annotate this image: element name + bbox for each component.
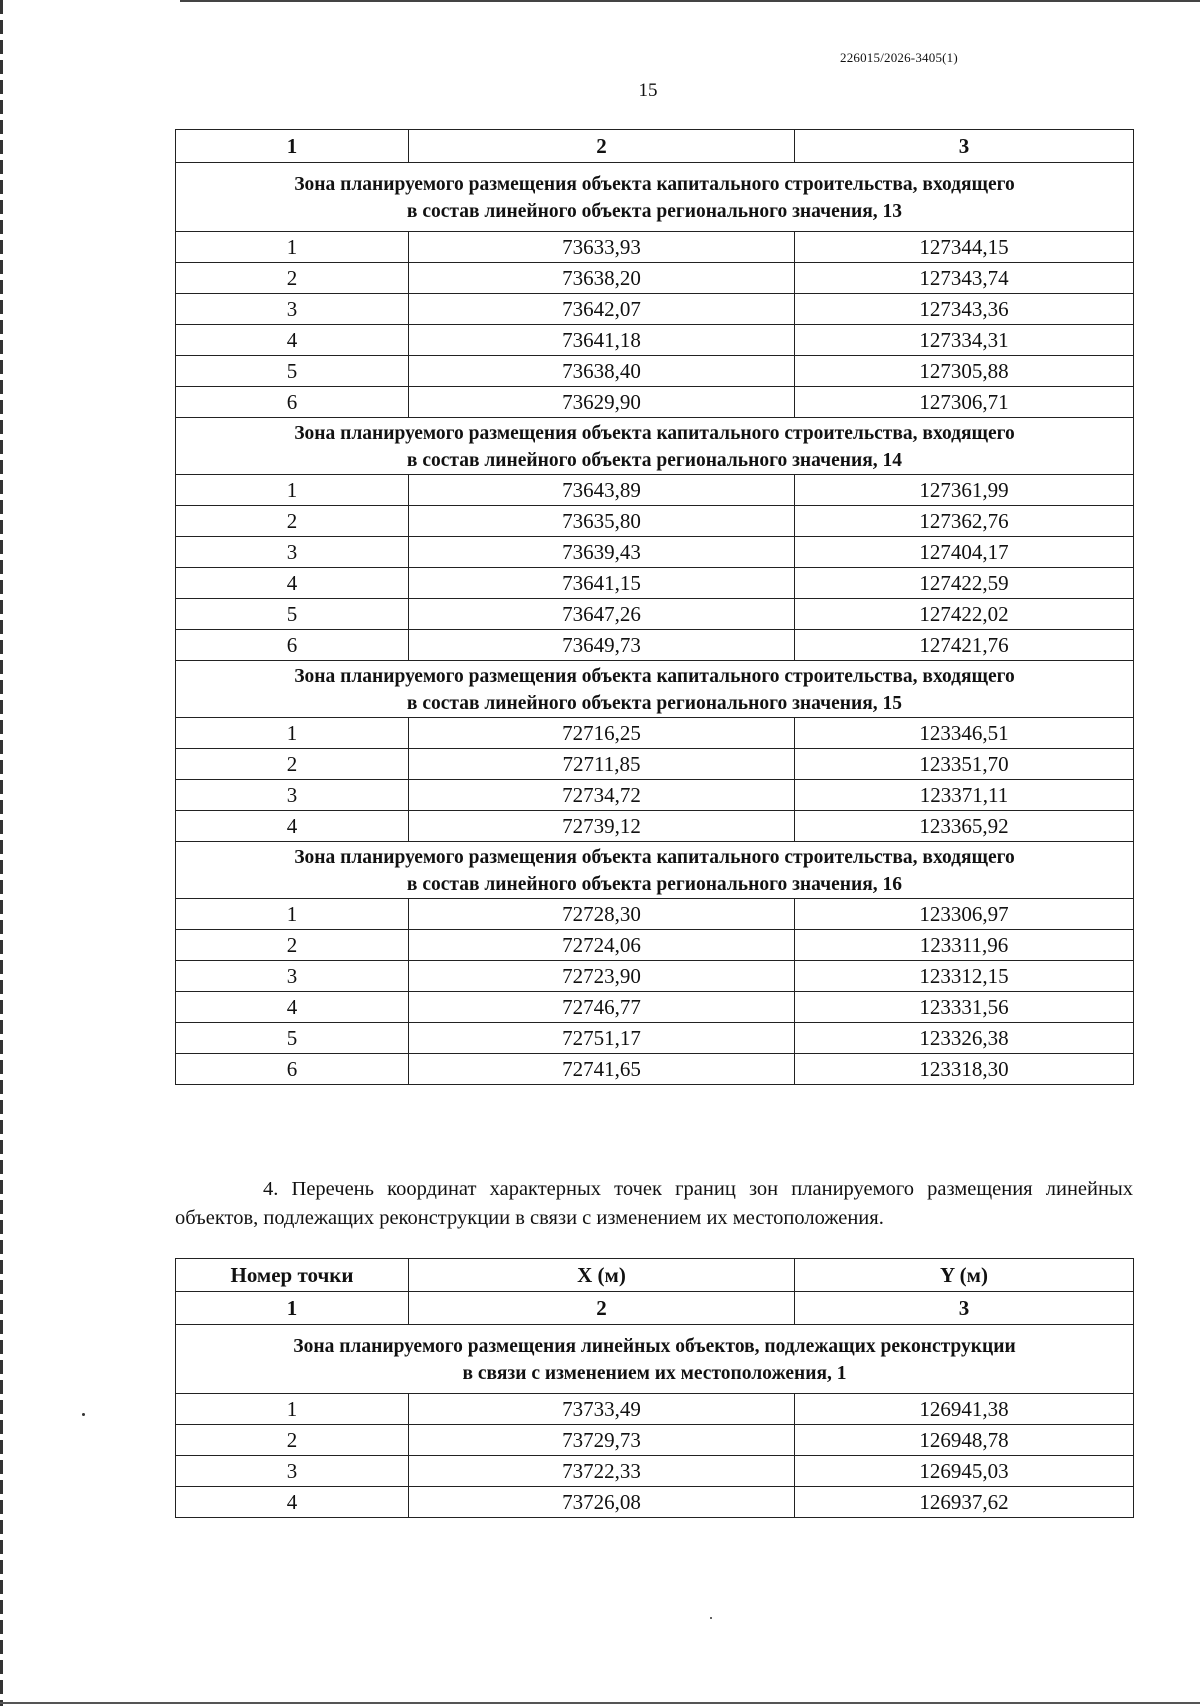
point-number-cell: 4 (176, 568, 409, 599)
table-row (176, 263, 1134, 294)
y-coordinate-cell: 127343,74 (795, 263, 1134, 294)
point-number-cell: 6 (176, 387, 409, 418)
zone-title-line: в состав линейного объекта регионального значения, 16 (406, 874, 903, 895)
table-row (176, 1425, 1134, 1456)
column-number-cell: 3 (795, 1292, 1134, 1325)
zone-header-row (176, 661, 1134, 718)
table-row (176, 1394, 1134, 1425)
y-coordinate-cell: 123312,15 (795, 961, 1134, 992)
x-coordinate-cell: 72711,85 (409, 749, 795, 780)
column-header-y: Y (м) (795, 1259, 1134, 1292)
point-number-cell: 2 (176, 1425, 409, 1456)
point-number-cell: 6 (176, 1054, 409, 1085)
point-number-cell: 5 (176, 1023, 409, 1054)
y-coordinate-cell: 123306,97 (795, 899, 1134, 930)
zone-title-line: Зона планируемого размещения объекта капитального строительства, входящего (294, 847, 1015, 868)
table-row (176, 718, 1134, 749)
y-coordinate-cell: 126937,62 (795, 1487, 1134, 1518)
column-number-cell: 3 (795, 130, 1134, 163)
point-number-cell: 3 (176, 294, 409, 325)
x-coordinate-cell: 72746,77 (409, 992, 795, 1023)
x-coordinate-cell: 72724,06 (409, 930, 795, 961)
zone-title-line: Зона планируемого размещения объекта капитального строительства, входящего (294, 174, 1015, 195)
coordinates-table-1 (175, 129, 1134, 1085)
zone-title-line: в состав линейного объекта регионального значения, 15 (406, 693, 903, 714)
x-coordinate-cell: 73641,15 (409, 568, 795, 599)
y-coordinate-cell: 127421,76 (795, 630, 1134, 661)
coordinates-table-2 (175, 1258, 1134, 1518)
scan-speck (82, 1413, 85, 1416)
column-header-x: X (м) (409, 1259, 795, 1292)
y-coordinate-cell: 123326,38 (795, 1023, 1134, 1054)
table-row (176, 930, 1134, 961)
point-number-cell: 4 (176, 325, 409, 356)
scan-edge-top (180, 0, 1200, 2)
x-coordinate-cell: 73635,80 (409, 506, 795, 537)
table-row (176, 537, 1134, 568)
zone-title-line: в связи с изменением их местоположения, 1 (462, 1363, 847, 1384)
y-coordinate-cell: 127422,02 (795, 599, 1134, 630)
x-coordinate-cell: 73638,40 (409, 356, 795, 387)
document-registration-number: 226015/2026-3405(1) (840, 50, 958, 65)
point-number-cell: 3 (176, 780, 409, 811)
zone-title (176, 163, 1134, 232)
table-row (176, 356, 1134, 387)
point-number-cell: 4 (176, 811, 409, 842)
y-coordinate-cell: 123331,56 (795, 992, 1134, 1023)
zone-header-row (176, 1325, 1134, 1394)
x-coordinate-cell: 72716,25 (409, 718, 795, 749)
table-row (176, 1487, 1134, 1518)
zone-title-line: в состав линейного объекта регионального значения, 14 (406, 450, 903, 471)
y-coordinate-cell: 123311,96 (795, 930, 1134, 961)
y-coordinate-cell: 127362,76 (795, 506, 1134, 537)
section-4-paragraph: 4. Перечень координат характерных точек границ зон планируемого размещения линейных объектов, подлежащих реконструкции в связи с изменением их местоположения. (175, 1178, 1133, 1229)
column-header-row (176, 1259, 1134, 1292)
scan-edge-left (0, 0, 3, 1706)
x-coordinate-cell: 73629,90 (409, 387, 795, 418)
zone-title (176, 1325, 1134, 1394)
point-number-cell: 1 (176, 718, 409, 749)
table-row (176, 992, 1134, 1023)
table-row (176, 780, 1134, 811)
column-number-cell: 1 (176, 130, 409, 163)
y-coordinate-cell: 123365,92 (795, 811, 1134, 842)
point-number-cell: 2 (176, 263, 409, 294)
y-coordinate-cell: 123346,51 (795, 718, 1134, 749)
x-coordinate-cell: 72734,72 (409, 780, 795, 811)
zone-header-row (176, 418, 1134, 475)
point-number-cell: 1 (176, 899, 409, 930)
point-number-cell: 4 (176, 1487, 409, 1518)
x-coordinate-cell: 73729,73 (409, 1425, 795, 1456)
table-row (176, 961, 1134, 992)
table-row (176, 475, 1134, 506)
zone-title-line: Зона планируемого размещения объекта капитального строительства, входящего (294, 423, 1015, 444)
y-coordinate-cell: 123351,70 (795, 749, 1134, 780)
page-number: 15 (638, 80, 658, 101)
x-coordinate-cell: 73726,08 (409, 1487, 795, 1518)
zone-title-line: в состав линейного объекта регионального значения, 13 (406, 201, 903, 222)
column-number-cell: 2 (409, 1292, 795, 1325)
x-coordinate-cell: 73643,89 (409, 475, 795, 506)
zone-header-row (176, 842, 1134, 899)
y-coordinate-cell: 127422,59 (795, 568, 1134, 599)
x-coordinate-cell: 72728,30 (409, 899, 795, 930)
point-number-cell: 2 (176, 749, 409, 780)
x-coordinate-cell: 72751,17 (409, 1023, 795, 1054)
y-coordinate-cell: 127361,99 (795, 475, 1134, 506)
zone-title (176, 842, 1134, 899)
y-coordinate-cell: 126945,03 (795, 1456, 1134, 1487)
x-coordinate-cell: 72739,12 (409, 811, 795, 842)
table-row (176, 1023, 1134, 1054)
zone-title-line: Зона планируемого размещения линейных объектов, подлежащих реконструкции (293, 1336, 1016, 1357)
point-number-cell: 6 (176, 630, 409, 661)
y-coordinate-cell: 127344,15 (795, 232, 1134, 263)
zone-title (176, 661, 1134, 718)
y-coordinate-cell: 127334,31 (795, 325, 1134, 356)
column-number-cell: 1 (176, 1292, 409, 1325)
x-coordinate-cell: 73722,33 (409, 1456, 795, 1487)
y-coordinate-cell: 126948,78 (795, 1425, 1134, 1456)
x-coordinate-cell: 73642,07 (409, 294, 795, 325)
table-row (176, 1456, 1134, 1487)
point-number-cell: 3 (176, 1456, 409, 1487)
scan-edge-bottom (0, 1702, 1200, 1704)
point-number-cell: 4 (176, 992, 409, 1023)
x-coordinate-cell: 73638,20 (409, 263, 795, 294)
x-coordinate-cell: 73639,43 (409, 537, 795, 568)
table-row (176, 630, 1134, 661)
point-number-cell: 1 (176, 1394, 409, 1425)
table-row (176, 568, 1134, 599)
y-coordinate-cell: 127306,71 (795, 387, 1134, 418)
point-number-cell: 3 (176, 537, 409, 568)
point-number-cell: 3 (176, 961, 409, 992)
table-row (176, 749, 1134, 780)
point-number-cell: 5 (176, 356, 409, 387)
y-coordinate-cell: 127343,36 (795, 294, 1134, 325)
column-header-point-number: Номер точки (176, 1259, 409, 1292)
table-row (176, 387, 1134, 418)
point-number-cell: 2 (176, 506, 409, 537)
zone-title (176, 418, 1134, 475)
table-row (176, 899, 1134, 930)
x-coordinate-cell: 73641,18 (409, 325, 795, 356)
y-coordinate-cell: 123318,30 (795, 1054, 1134, 1085)
point-number-cell: 2 (176, 930, 409, 961)
zone-header-row (176, 163, 1134, 232)
column-number-row (176, 1292, 1134, 1325)
y-coordinate-cell: 126941,38 (795, 1394, 1134, 1425)
y-coordinate-cell: 127404,17 (795, 537, 1134, 568)
scan-speck (710, 1617, 712, 1619)
table-row (176, 325, 1134, 356)
zone-title-line: Зона планируемого размещения объекта капитального строительства, входящего (294, 666, 1015, 687)
x-coordinate-cell: 73647,26 (409, 599, 795, 630)
point-number-cell: 1 (176, 232, 409, 263)
column-number-cell: 2 (409, 130, 795, 163)
table-row (176, 232, 1134, 263)
x-coordinate-cell: 72723,90 (409, 961, 795, 992)
table-row (176, 1054, 1134, 1085)
x-coordinate-cell: 73733,49 (409, 1394, 795, 1425)
table-row (176, 506, 1134, 537)
x-coordinate-cell: 72741,65 (409, 1054, 795, 1085)
y-coordinate-cell: 127305,88 (795, 356, 1134, 387)
point-number-cell: 1 (176, 475, 409, 506)
point-number-cell: 5 (176, 599, 409, 630)
x-coordinate-cell: 73649,73 (409, 630, 795, 661)
table-row (176, 811, 1134, 842)
column-number-row (176, 130, 1134, 163)
y-coordinate-cell: 123371,11 (795, 780, 1134, 811)
x-coordinate-cell: 73633,93 (409, 232, 795, 263)
table-row (176, 294, 1134, 325)
table-row (176, 599, 1134, 630)
